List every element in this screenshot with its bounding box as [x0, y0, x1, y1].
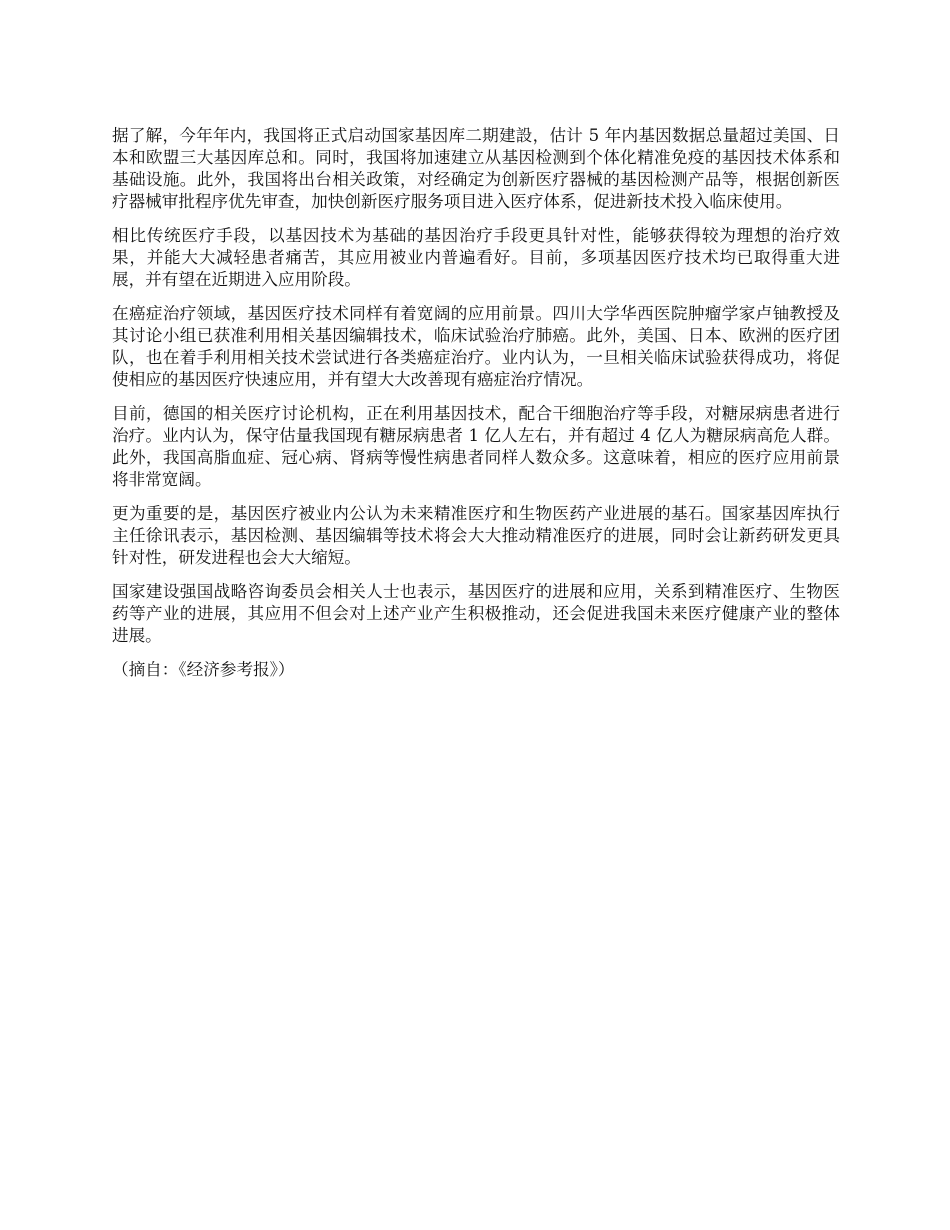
paragraph: 更为重要的是，基因医疗被业内公认为未来精准医疗和生物医药产业进展的基石。国家基因库执行主任徐讯表示，基因检测、基因编辑等技术将会大大推动精准医疗的进展，同时会让新药研发更具针对性，研发进程也会大大缩短。	[112, 504, 840, 567]
source-citation: （摘自：《经济参考报》）	[112, 660, 295, 679]
paragraph: 国家建设强国战略咨询委员会相关人士也表示，基因医疗的进展和应用，关系到精准医疗、生物医药等产业的进展，其应用不但会对上述产业产生积极推动，还会促进我国未来医疗健康产业的整体进展。	[112, 582, 840, 645]
article-body	[112, 125, 840, 681]
paragraph: 在癌症治疗领域，基因医疗技术同样有着宽阔的应用前景。四川大学华西医院肿瘤学家卢铀教授及其讨论小组已获准利用相关基因编辑技术，临床试验治疗肺癌。此外，美国、日本、欧洲的医疗团队，也在着手利用相关技术尝试进行各类癌症治疗。业内认为，一旦相关临床试验获得成功，将促使相应的基因医疗快速应用，并有望大大改善现有癌症治疗情况。	[112, 304, 840, 389]
paragraph: 目前，德国的相关医疗讨论机构，正在利用基因技术，配合干细胞治疗等手段，对糖尿病患者进行治疗。业内认为，保守估量我国现有糖尿病患者 1 亿人左右，并有超过 4 亿人为糖尿病高危人群。此外，我国高脂血症、冠心病、肾病等慢性病患者同样人数众多。这意味着，相应的医疗应用前景将非常宽阔。	[112, 404, 840, 489]
paragraph: 相比传统医疗手段，以基因技术为基础的基因治疗手段更具针对性，能够获得较为理想的治疗效果，并能大大减轻患者痛苦，其应用被业内普遍看好。目前，多项基因医疗技术均已取得重大进展，并有望在近期进入应用阶段。	[112, 226, 840, 289]
paragraph: 据了解，今年年内，我国将正式启动国家基因库二期建設，估计 5 年内基因数据总量超过美国、日本和欧盟三大基因库总和。同时，我国将加速建立从基因检测到个体化精准免疫的基因技术体系和基础设施。此外，我国将出台相关政策，对经确定为创新医疗器械的基因检测产品等，根据创新医疗器械审批程序优先审查，加快创新医疗服务项目进入医疗体系，促进新技术投入临床使用。	[112, 126, 840, 211]
